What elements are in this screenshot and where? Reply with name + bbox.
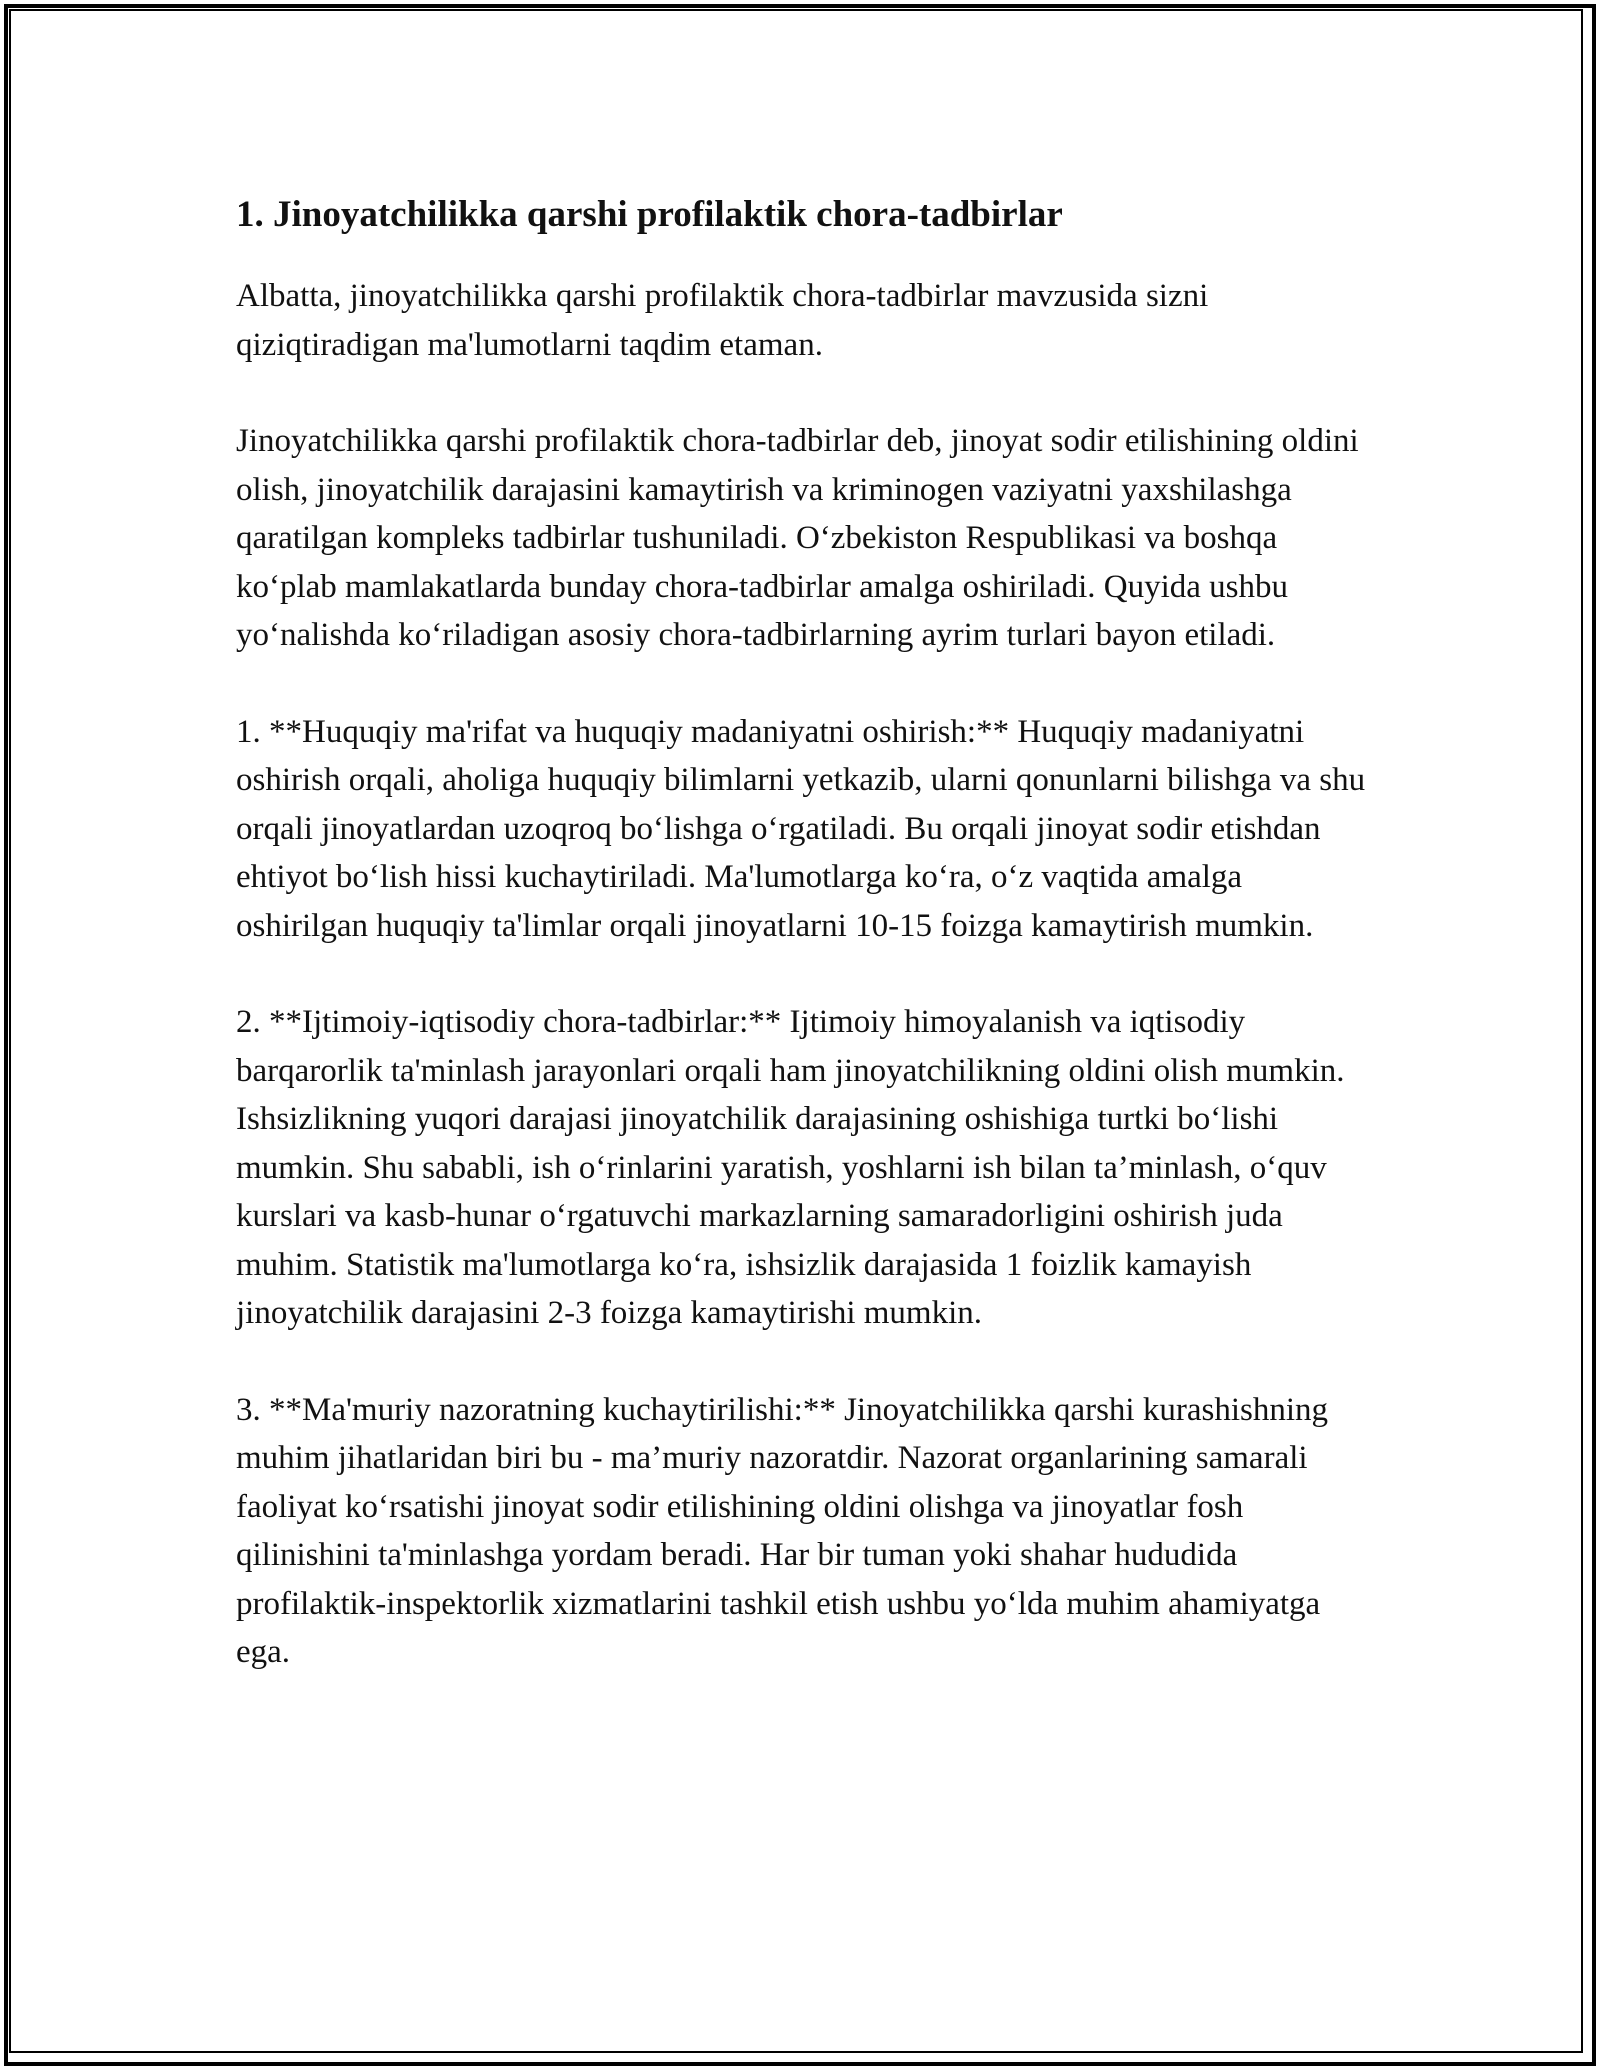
document-title: 1. Jinoyatchilikka qarshi profilaktik chora-tadbirlar	[236, 194, 1063, 235]
document-body	[236, 186, 1376, 1677]
list-item-legal-culture: 1. **Huquqiy ma'rifat va huquqiy madaniyatni oshirish:** Huquqiy madaniyatni oshirish orqali, aholiga huquqiy bilimlarni yetkazib, ularni qonunlarni bilishga va shu orqali jinoyatlardan uzoqroq bo‘lishga o‘rgatiladi. Bu orqali jinoyat sodir etishdan ehtiyot bo‘lish hissi kuchaytiriladi. Ma'lumotlarga ko‘ra, o‘z vaqtida amalga oshirilgan huquqiy ta'limlar orqali jinoyatlarni 10-15 foizga kamaytirish mumkin.	[236, 713, 1366, 944]
definition-paragraph: Jinoyatchilikka qarshi profilaktik chora-tadbirlar deb, jinoyat sodir etilishining oldini olish, jinoyatchilik darajasini kamaytirish va kriminogen vaziyatni yaxshilashga qaratilgan kompleks tadbirlar tushuniladi. O‘zbekiston Respublikasi va boshqa ko‘plab mamlakatlarda bunday chora-tadbirlar amalga oshiriladi. Quyida ushbu yo‘nalishda ko‘riladigan asosiy chora-tadbirlarning ayrim turlari bayon etiladi.	[236, 423, 1359, 653]
intro-paragraph: Albatta, jinoyatchilikka qarshi profilaktik chora-tadbirlar mavzusida sizni qiziqtiradigan ma'lumotlarni taqdim etaman.	[236, 278, 1209, 363]
list-item-socio-economic: 2. **Ijtimoiy-iqtisodiy chora-tadbirlar:** Ijtimoiy himoyalanish va iqtisodiy barqarorlik ta'minlash jarayonlari orqali ham jinoyatchilikning oldini olish mumkin. Ishsizlikning yuqori darajasi jinoyatchilik darajasining oshishiga turtki bo‘lishi mumkin. Shu sababli, ish o‘rinlarini yaratish, yoshlarni ish bilan ta’minlash, o‘quv kurslari va kasb-hunar o‘rgatuvchi markazlarning samaradorligini oshirish juda muhim. Statistik ma'lumotlarga ko‘ra, ishsizlik darajasida 1 foizlik kamayish jinoyatchilik darajasini 2-3 foizga kamaytirishi mumkin.	[236, 1004, 1345, 1331]
list-item-administrative-control: 3. **Ma'muriy nazoratning kuchaytirilishi:** Jinoyatchilikka qarshi kurashishning muhim jihatlaridan biri bu - ma’muriy nazoratdir. Nazorat organlarining samarali faoliyat ko‘rsatishi jinoyat sodir etilishining oldini olishga va jinoyatlar fosh qilinishini ta'minlashga yordam beradi. Har bir tuman yoki shahar hududida profilaktik-inspektorlik xizmatlarini tashkil etish ushbu yo‘lda muhim ahamiyatga ega.	[236, 1391, 1329, 1670]
